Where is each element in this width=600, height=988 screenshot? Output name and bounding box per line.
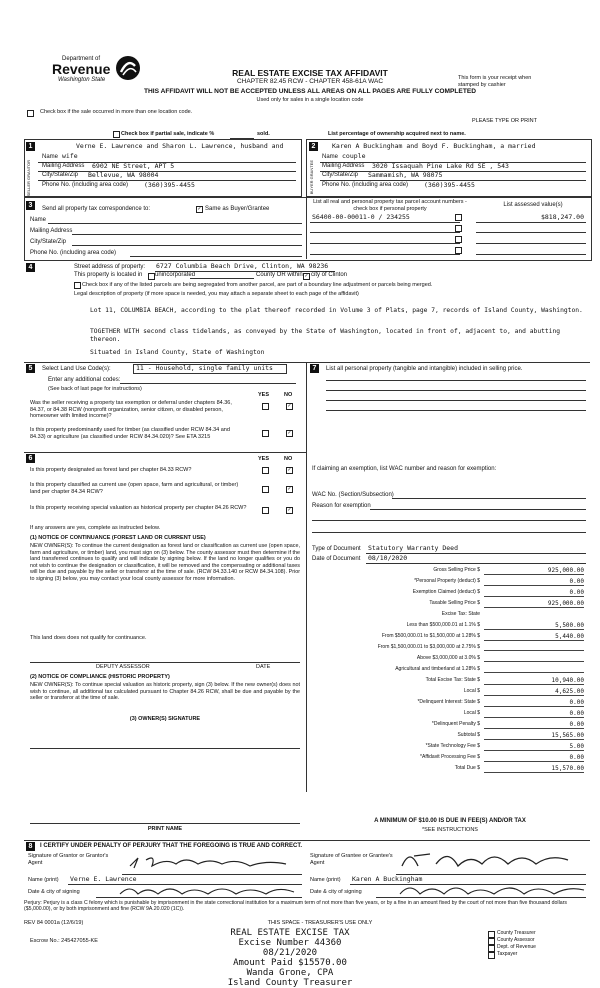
multi-location-label: Check box if the sale occurred in more than one location code. (40, 109, 193, 115)
distribution-list (488, 930, 588, 958)
legal-line-3: Situated in Island County, State of Washington (90, 349, 265, 356)
section-3-number: 3 (26, 201, 35, 210)
calc-value[interactable]: 10,940.00 (484, 677, 584, 685)
seller-mailing[interactable]: 6902 NE Street, APT 5 (92, 162, 175, 170)
s6-q2: Is this property classified as current use (open space, farm and agricultural, or timber) land per chapter 84.34 RCW? (30, 482, 239, 495)
s3-name-label: Name (30, 217, 47, 223)
grantee-signature (396, 846, 576, 874)
calc-value[interactable]: 0.00 (484, 754, 584, 762)
grantee-name-label: Name (print) (310, 877, 341, 883)
calc-value[interactable]: 5,440.00 (484, 633, 584, 641)
calc-label: Gross Selling Price $ (433, 567, 480, 573)
calc-value[interactable]: 0.00 (484, 578, 584, 586)
seller-phone[interactable]: (360)395-4455 (144, 181, 195, 189)
stamp-line-4: Amount Paid $15570.00 (233, 958, 347, 968)
s5-q1-yes[interactable] (262, 403, 269, 410)
doc-type[interactable]: Statutory Warranty Deed (368, 544, 459, 552)
parcel-personal-checkbox-1[interactable] (455, 214, 462, 221)
s6-q1: Is this property designated as forest land per chapter 84.33 RCW? (30, 467, 192, 473)
ownership-note: List percentage of ownership acquired next to name. (328, 131, 466, 137)
calc-label: From $500,000.01 to $1,500,000 at 1.28% $ (381, 633, 480, 639)
s5-no-header: NO (284, 392, 293, 398)
perjury-notice: Perjury: Perjury is a class C felony which is punishable by imprisonment in the state correctional institution for a maximum term of not more than five years, or by a fine in an amount fixed by the court of not more than five thousand dollars ($5,000.00), or by both imprisonment and fine (RCW 9A.20.020 (1C)). (24, 900, 567, 913)
buyer-side-label: BUYER GRANTEE (309, 160, 314, 195)
seller-name: Verne E. Lawrence and Sharon L. Lawrence, husband and (76, 142, 284, 150)
send-correspondence-label: Send all property tax correspondence to: (42, 206, 151, 212)
s6-q3-no[interactable]: ✓ (287, 507, 292, 513)
form-title: REAL ESTATE EXCISE TAX AFFIDAVIT (232, 68, 388, 78)
s6-yes-header: YES (258, 456, 270, 462)
legal-line-1: Lot 11, COLUMBIA BEACH, according to the plat thereof recorded in Volume 3 of Plats, page 7, records of Island County, Washington. (90, 307, 583, 314)
buyer-city-label: City/State/Zip (322, 172, 359, 178)
qualify-line: This land does does not qualify for continuance. (30, 635, 147, 641)
unincorporated-label: unincorporated (155, 272, 196, 278)
assessed-header: List assessed value(s) (503, 202, 563, 208)
calc-label: Excise Tax: State (441, 611, 480, 617)
grantee-signature-label: Signature of Grantee or Grantee's Agent (310, 853, 393, 866)
s5-q1: Was the seller receiving a property tax exemption or deferral under chapters 84.36, 84.37, or 84.38 RCW (nonprofit organization, senior citizen, or disabled person, homeowner with limited income)? (30, 400, 232, 419)
calc-value[interactable]: 15,565.00 (484, 732, 584, 740)
wac-label: WAC No. (Section/Subsection) (312, 492, 394, 498)
dist-label: County Assessor (497, 937, 535, 943)
buyer-name2: couple (342, 152, 366, 160)
calc-value[interactable]: 925,000.00 (484, 567, 584, 575)
escrow-number: Escrow No.: 245427055-KE (30, 938, 98, 944)
section-7-number: 7 (310, 364, 319, 373)
calc-label: *Delinquent Penalty $ (431, 721, 480, 727)
buyer-city[interactable]: Sammamish, WA 98075 (368, 171, 443, 179)
minimum-due: A MINIMUM OF $10.00 IS DUE IN FEE(S) AND/OR TAX (374, 818, 526, 824)
grantee-date-label: Date & city of signing (310, 889, 362, 895)
assessor-date-label: DATE (256, 664, 271, 670)
personal-property-label: List all personal property (tangible and intangible) included in selling price. (326, 366, 523, 372)
agency-line1: Department of (62, 56, 101, 62)
grantor-signature (126, 852, 306, 874)
stamp-line-2: Excise Number 44360 (238, 938, 342, 948)
sold-label: sold. (257, 131, 270, 137)
calc-label: *Personal Property (deduct) $ (414, 578, 480, 584)
same-as-buyer-checkbox[interactable]: ✓ (197, 206, 202, 212)
notice-2-text: NEW OWNER(S): To continue special valuation as historic property, sign (3) below. If the new owner(s) does not wish to continue, all additional tax calculated pursuant to Chapter 84.26 RCW, shall be due and payable by the seller or transferor at the time of sale. (30, 682, 300, 702)
county-or-label: County OR within (256, 272, 303, 278)
seller-city[interactable]: Bellevue, WA 98004 (88, 171, 159, 179)
calc-value[interactable]: 925,000.00 (484, 600, 584, 608)
calc-value[interactable] (484, 666, 584, 673)
legal-label: Legal description of property (if more space is needed, you may attach a separate sheet to each page of the affidavit) (74, 291, 359, 297)
reason-label: Reason for exemption (312, 503, 371, 509)
unincorporated-checkbox[interactable] (148, 273, 155, 280)
calc-label: *Delinquent Interest: State $ (417, 699, 480, 705)
city-of-checkbox[interactable]: ✓ (304, 273, 309, 279)
s6-q3: Is this property receiving special valuation as historical property per chapter 84.26 RCW? (30, 505, 247, 511)
s3-city-label: City/State/Zip (30, 239, 67, 245)
buyer-mailing[interactable]: 3020 Issaquah Pine Lake Rd SE , 543 (372, 162, 509, 170)
dor-logo (48, 52, 148, 92)
parcel-header: List all real and personal property tax parcel account numbers - check box if personal property (313, 199, 467, 212)
buyer-mailing-label: Mailing Address (322, 163, 365, 169)
calc-label: Exemption Claimed (deduct) $ (412, 589, 480, 595)
s5-q2: Is this property predominantly used for timber (as classified under RCW 84.34 and 84.33) or agriculture (as classified under RCW 84.34.020)? See ETA 3215 (30, 427, 230, 440)
calc-value[interactable]: 0.00 (484, 699, 584, 707)
calc-value[interactable]: 5.00 (484, 743, 584, 751)
location-label: This property is located in (74, 272, 143, 278)
calc-label: From $1,500,000.01 to $3,000,000 at 2.75% $ (377, 644, 480, 650)
s6-q2-yes[interactable] (262, 486, 269, 493)
calc-value[interactable] (484, 655, 584, 662)
assessed-value[interactable]: $818,247.00 (540, 213, 584, 221)
same-as-buyer-label: Same as Buyer/Grantee (205, 206, 270, 212)
buyer-name: Karen A Buckingham and Boyd F. Buckingham, a married (332, 142, 536, 150)
property-street[interactable]: 6727 Columbia Beach Drive, Clinton, WA 98236 (156, 262, 329, 270)
calc-label: Above $3,000,000 at 3.0% $ (416, 655, 480, 661)
grantor-date-label: Date & city of signing (28, 889, 80, 895)
partial-sale-checkbox[interactable] (113, 131, 120, 138)
print-name-label: PRINT NAME (147, 826, 183, 832)
doc-type-label: Type of Document (312, 546, 361, 552)
certify-statement: I CERTIFY UNDER PENALTY OF PERJURY THAT THE FOREGOING IS TRUE AND CORRECT. (40, 843, 303, 849)
dist-label: County Treasurer (497, 930, 536, 936)
stamp-line-1: REAL ESTATE EXCISE TAX (230, 928, 350, 938)
deputy-assessor-label: DEPUTY ASSESSOR (96, 664, 150, 670)
agency-line2: Revenue (52, 61, 111, 77)
treasurer-stamp (180, 928, 400, 988)
calc-label: Agricultural and timberland at 1.28% $ (395, 666, 480, 672)
s6-no-header: NO (284, 456, 293, 462)
parcel-personal-checkbox-2[interactable] (455, 225, 462, 232)
land-use-code[interactable]: 11 - Household, single family units (133, 364, 287, 374)
calc-label: *Affidavit Processing Fee $ (420, 754, 480, 760)
calc-value[interactable]: 15,570.00 (484, 765, 584, 773)
parcel-personal-checkbox-3[interactable] (455, 236, 462, 243)
dist-checkbox[interactable] (488, 952, 495, 959)
calc-label: *State Technology Fee $ (425, 743, 480, 749)
calc-value[interactable]: 5,500.00 (484, 622, 584, 630)
doc-date-label: Date of Document (312, 556, 361, 562)
exemption-label: If claiming an exemption, list WAC number and reason for exemption: (312, 466, 497, 472)
print-note: PLEASE TYPE OR PRINT (472, 118, 538, 124)
buyer-phone-label: Phone No. (including area code) (322, 182, 409, 188)
s6-q1-yes[interactable] (262, 467, 269, 474)
street-label: Street address of property: (74, 264, 146, 270)
section-8-number: 8 (26, 842, 35, 851)
parcel-number[interactable]: S6400-00-00011-0 / 234255 (312, 213, 410, 221)
section-1-number: 1 (26, 142, 35, 151)
legal-line-2: TOGETHER WITH second class tidelands, as conveyed by the State of Washington, located in front of, adjacent to, and abutting thereon. (90, 328, 561, 343)
seller-name-label: Name (42, 154, 59, 160)
calc-value[interactable]: 0.00 (484, 589, 584, 597)
form-warning: THIS AFFIDAVIT WILL NOT BE ACCEPTED UNLESS ALL AREAS ON ALL PAGES ARE FULLY COMPLETED (143, 88, 477, 95)
dist-label: Taxpayer (497, 951, 518, 957)
calc-value[interactable]: 0.00 (484, 721, 584, 729)
calc-label: Less than $500,000.01 at 1.1% $ (406, 622, 480, 628)
grantor-name[interactable]: Verne E. Lawrence (70, 875, 137, 883)
agency-line3: Washington State (58, 77, 106, 83)
use-only-note: Used only for sales in a single location code (256, 97, 364, 103)
calc-label: Total Due $ (454, 765, 480, 771)
multi-location-checkbox[interactable] (27, 110, 34, 117)
s5-yes-header: YES (258, 392, 270, 398)
city-of-label: city of Clinton (311, 272, 348, 278)
additional-codes-label: Enter any additional codes: (48, 377, 121, 383)
s6-q1-no[interactable]: ✓ (287, 467, 292, 473)
calc-value[interactable] (484, 644, 584, 651)
seller-mailing-label: Mailing Address (42, 163, 85, 169)
s3-mailing-label: Mailing Address (30, 228, 73, 234)
calc-label: Local $ (463, 710, 480, 716)
s6-q2-no[interactable]: ✓ (287, 486, 292, 492)
segregated-checkbox[interactable] (74, 282, 81, 289)
calc-label: Total Excise Tax: State $ (425, 677, 480, 683)
seller-phone-label: Phone No. (including area code) (42, 182, 129, 188)
grantor-signature-label: Signature of Grantor or Grantor's Agent (28, 853, 109, 866)
s5-q2-yes[interactable] (262, 430, 269, 437)
dor-seal-icon (114, 54, 142, 82)
land-use-label: Select Land Use Code(s): (42, 366, 111, 372)
calc-label: Subtotal $ (457, 732, 480, 738)
stamp-line-3: 08/21/2020 (262, 948, 318, 958)
grantee-name[interactable]: Karen A Buckingham (352, 875, 423, 883)
see-instructions: *SEE INSTRUCTIONS (422, 827, 478, 833)
seller-name2: wife (62, 152, 78, 160)
see-back-note: (See back of last page for instructions) (48, 386, 142, 392)
dist-label: Dept. of Revenue (497, 944, 536, 950)
calc-label: Local $ (463, 688, 480, 694)
parcel-personal-checkbox-4[interactable] (455, 247, 462, 254)
owner-signature-label: (3) OWNER(S) SIGNATURE (129, 716, 201, 722)
section-4-number: 4 (26, 263, 35, 272)
seller-city-label: City/State/Zip (42, 172, 79, 178)
doc-date[interactable]: 08/10/2020 (368, 554, 408, 562)
calc-value[interactable]: 4,625.00 (484, 688, 584, 696)
form-chapter: CHAPTER 82.45 RCW - CHAPTER 458-61A WAC (236, 78, 384, 85)
notice-1-title: (1) NOTICE OF CONTINUANCE (FOREST LAND OR CURRENT USE) (30, 535, 206, 541)
s5-q1-no[interactable]: ✓ (287, 403, 292, 409)
s3-phone-label: Phone No. (including area code) (30, 250, 117, 256)
treasurer-use-only: THIS SPACE - TREASURER'S USE ONLY (267, 920, 373, 926)
seller-side-label: SELLER GRANTOR (26, 160, 31, 197)
partial-sale-label: Check box if partial sale, indicate % (121, 131, 215, 137)
section-2-number: 2 (309, 142, 318, 151)
section-5-number: 5 (26, 364, 35, 373)
calc-label: Taxable Selling Price $ (429, 600, 480, 606)
notice-1-text: NEW OWNER(S): To continue the current designation as forest land or classification as current use (open space, farm and agriculture, or timber) land, you must sign on (3) below. The county assessor must then determine if the land transferred continues to qualify and will indicate by signing below. If the land no longer qualifies or you do not wish to continue the designation or classification, it will be removed and the compensating or additional taxes will be due and payable by the seller or transferor at the time of sale. (RCW 84.33.140 or RCW 84.34.108). Prior to signing (3) below, you may contact your local county assessor for more information. (30, 543, 300, 582)
buyer-name-label: Name (322, 154, 339, 160)
buyer-phone[interactable]: (360)395-4455 (424, 181, 475, 189)
notice-2-title: (2) NOTICE OF COMPLIANCE (HISTORIC PROPERTY) (30, 674, 170, 680)
stamp-line-6: Island County Treasurer (227, 978, 353, 988)
s6-q3-yes[interactable] (262, 507, 269, 514)
segregated-label: Check box if any of the listed parcels are being segregated from another parcel, are part of a boundary line adjustment or parcels being merged. (82, 282, 433, 288)
form-revision: REV 84 0001a (12/6/19) (24, 920, 84, 926)
if-yes-note: If any answers are yes, complete as instructed below. (30, 525, 161, 531)
calc-value[interactable]: 0.00 (484, 710, 584, 718)
section-6-number: 6 (26, 454, 35, 463)
grantor-name-label: Name (print) (28, 877, 59, 883)
stamp-line-5: Wanda Grone, CPA (246, 968, 334, 978)
s5-q2-no[interactable]: ✓ (287, 430, 292, 436)
receipt-note: This form is your receipt when stamped by cashier (458, 75, 532, 88)
